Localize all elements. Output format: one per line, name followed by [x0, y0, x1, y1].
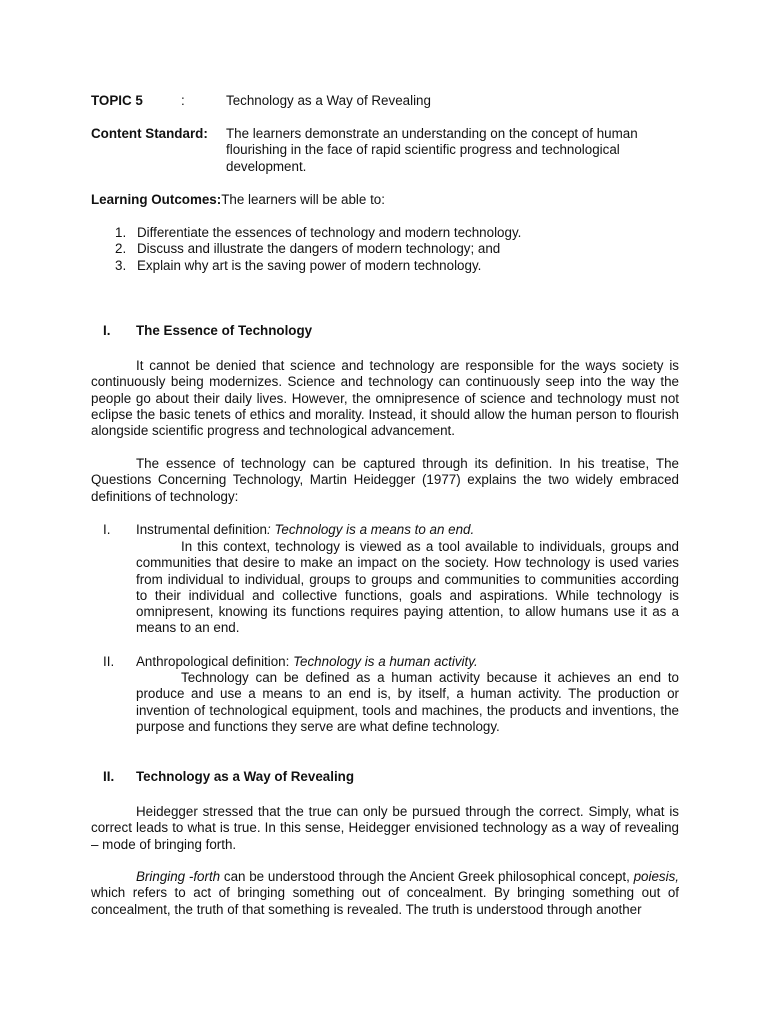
definition-2-title: [136, 654, 478, 670]
list-item: [91, 225, 681, 241]
paragraph-text: which refers to act of bringing something out of concealment. By bringing something out of concealment, the truth of that something is revealed. The truth is understood through another: [91, 885, 679, 917]
list-item-number: 3.: [115, 257, 127, 273]
definition-2-italic: Technology is a human activity.: [293, 654, 478, 669]
list-item: [91, 258, 681, 274]
list-item: [91, 241, 681, 257]
learning-outcomes-line: [91, 192, 385, 208]
definition-1-italic: : Technology is a means to an end.: [267, 522, 475, 537]
section-1-paragraph-2: The essence of technology can be captured through its definition. In his treatise, The Questions Concerning Technology, Martin Heidegger (1977) explains the two widely embraced definitions of technology:: [91, 456, 679, 504]
definition-2-body: Technology can be defined as a human activity because it achieves an end to produce and use a means to an end is, by itself, a human activity. The production or invention of technological equipment, tools and machines, the products and inventions, the purpose and functions they serve are what define technology.: [136, 670, 679, 734]
section-2-paragraph-1: Heidegger stressed that the true can only be pursued through the correct. Simply, what is correct leads to what is true. In this sense, Heidegger envisioned technology as a way of revealing – mode of bringing forth.: [91, 804, 679, 852]
definition-1-label: Instrumental definition: [136, 522, 268, 537]
poiesis-term: poiesis,: [633, 869, 679, 884]
section-2-numeral: II.: [103, 769, 115, 784]
list-item-text: Discuss and illustrate the dangers of modern technology; and: [137, 241, 501, 257]
definition-1-title: [136, 522, 474, 538]
list-item-text: Differentiate the essences of technology and modern technology.: [137, 225, 522, 240]
bringing-forth-term: Bringing -forth: [136, 869, 221, 884]
paragraph-text: can be understood through the Ancient Greek philosophical concept,: [220, 869, 634, 884]
definition-1-body: In this context, technology is viewed as a tool available to individuals, groups and communities that desire to make an impact on the society. How technology is used varies from individual to individual, groups to groups and communities to communities according to their individual and collective functions, goals and aspirations. While technology is omnipresent, knowing its functions requires paying attention, to allow humans use it as a means to an end.: [136, 539, 679, 636]
definition-2-numeral: II.: [103, 654, 115, 669]
list-item-number: 2.: [115, 241, 127, 257]
section-1-paragraph-1: It cannot be denied that science and technology are responsible for the ways society is continuously being modernizes. Science and technology can continuously seep into the way the people go about their daily lives. However, the omnipresence of science and technology must not eclipse the basic tenets of ethics and morality. Instead, it should allow the human person to flourish alongside scientific progress and technological advancement.: [91, 358, 679, 439]
list-item-number: 1.: [115, 225, 127, 240]
topic-colon: :: [181, 93, 185, 108]
list-item-text: Explain why art is the saving power of modern technology.: [137, 257, 482, 273]
section-2-heading: Technology as a Way of Revealing: [136, 769, 355, 784]
section-2-paragraph-2: [91, 869, 679, 918]
definition-1-numeral: I.: [103, 522, 111, 537]
section-1-numeral: I.: [103, 323, 111, 338]
section-1-heading: The Essence of Technology: [136, 323, 313, 338]
content-standard-text: The learners demonstrate an understanding on the concept of human flourishing in the face of rapid scientific progress and technological development.: [226, 126, 638, 174]
learning-outcomes-intro: The learners will be able to:: [221, 192, 385, 207]
topic-label: TOPIC 5: [91, 93, 143, 108]
outcomes-list: [91, 225, 681, 274]
content-standard-label: Content Standard:: [91, 126, 208, 141]
learning-outcomes-label: Learning Outcomes:: [91, 192, 222, 207]
topic-value: Technology as a Way of Revealing: [226, 93, 431, 108]
definition-2-label: Anthropological definition:: [136, 654, 294, 669]
